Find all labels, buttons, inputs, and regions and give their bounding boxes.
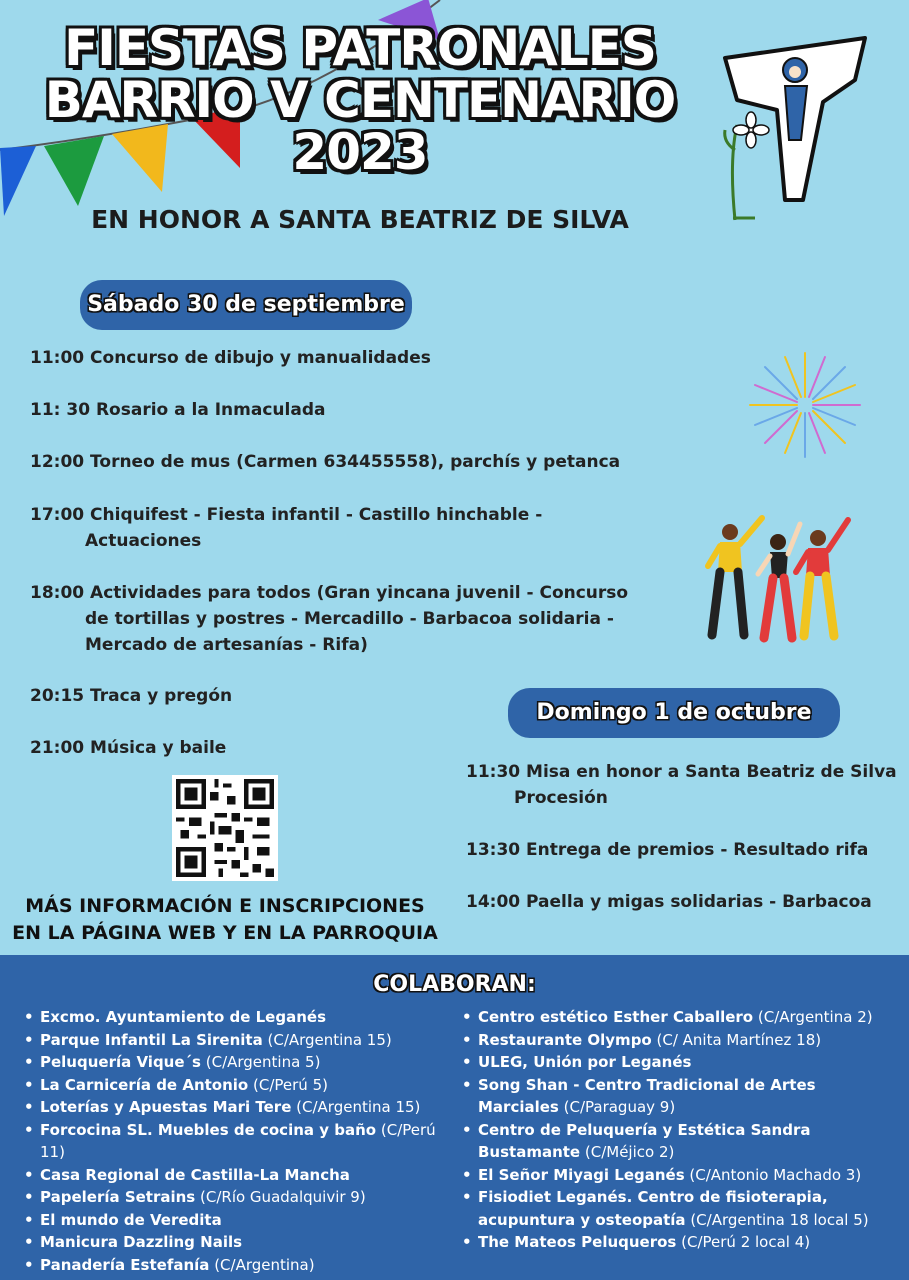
dancers-illustration [700, 510, 860, 645]
sat-event-4: 17:00 Chiquifest - Fiesta infantil - Castillo hinchable - Actuaciones [30, 505, 543, 551]
list-item: • Centro de Peluquería y Estética Sandra Bustamante (C/Méjico 2) [460, 1119, 900, 1164]
list-item: • Excmo. Ayuntamiento de Leganés [22, 1006, 452, 1029]
collaborators-title: COLABORAN: [373, 972, 536, 997]
sunday-label: Domingo 1 de octubre [508, 688, 840, 738]
saint-illustration [715, 30, 875, 230]
list-item: • Papelería Setrains (C/Río Guadalquivir 9) [22, 1186, 452, 1209]
list-item: • La Carnicería de Antonio (C/Perú 5) [22, 1074, 452, 1097]
list-item: • El mundo de Veredita [22, 1209, 452, 1232]
list-item: • Fisiodiet Leganés. Centro de fisioterapia, acupuntura y osteopatía (C/Argentina 18 local 5) [460, 1186, 900, 1231]
sat-event-5: 18:00 Actividades para todos (Gran yincana juvenil - Concurso de tortillas y postres - Mercadillo - Barbacoa solidaria - Mercado de artesanías - Rifa) [30, 583, 629, 655]
sat-event-3: 12:00 Torneo de mus (Carmen 634455558), parchís y petanca [30, 452, 621, 472]
list-item: • Restaurante Olympo (C/ Anita Martínez 18) [460, 1029, 900, 1052]
poster-title [40, 19, 680, 181]
list-item: • Loterías y Apuestas Mari Tere (C/Argentina 15) [22, 1096, 452, 1119]
qr-code[interactable] [172, 775, 278, 881]
list-item: • Centro estético Esther Caballero (C/Argentina 2) [460, 1006, 900, 1029]
list-item: • Casa Regional de Castilla-La Mancha [22, 1164, 452, 1187]
sun-event-2: 13:30 Entrega de premios - Resultado rifa [466, 840, 869, 860]
title-line-2: BARRIO V CENTENARIO [44, 71, 676, 129]
sat-event-2: 11: 30 Rosario a la Inmaculada [30, 400, 326, 420]
more-info-line-1: MÁS INFORMACIÓN E INSCRIPCIONES [25, 895, 425, 917]
sun-event-3: 14:00 Paella y migas solidarias - Barbacoa [466, 892, 872, 912]
list-item: • El Señor Miyagi Leganés (C/Antonio Machado 3) [460, 1164, 900, 1187]
collaborators-left-list [22, 1006, 452, 1276]
list-item: • The Mateos Peluqueros (C/Perú 2 local 4) [460, 1231, 900, 1254]
list-item: • ULEG, Unión por Leganés [460, 1051, 900, 1074]
list-item: • Forcocina SL. Muebles de cocina y baño (C/Perú 11) [22, 1119, 452, 1164]
saturday-label: Sábado 30 de septiembre [80, 280, 412, 330]
list-item: • Manicura Dazzling Nails [22, 1231, 452, 1254]
list-item: • Parque Infantil La Sirenita (C/Argentina 15) [22, 1029, 452, 1052]
more-info [0, 893, 450, 947]
fireworks-icon [740, 345, 870, 465]
list-item: • Peluquería Vique´s (C/Argentina 5) [22, 1051, 452, 1074]
sat-event-7: 21:00 Música y baile [30, 738, 227, 758]
list-item: • Song Shan - Centro Tradicional de Artes Marciales (C/Paraguay 9) [460, 1074, 900, 1119]
sun-event-1: 11:30 Misa en honor a Santa Beatriz de Silva Procesión [466, 762, 897, 808]
sat-event-6: 20:15 Traca y pregón [30, 686, 233, 706]
collaborators-right-list [460, 1006, 900, 1254]
subtitle: EN HONOR A SANTA BEATRIZ DE SILVA [91, 205, 629, 234]
title-line-3: 2023 [292, 123, 428, 181]
sat-event-1: 11:00 Concurso de dibujo y manualidades [30, 348, 431, 368]
list-item: • Panadería Estefanía (C/Argentina) [22, 1254, 452, 1277]
title-line-1: FIESTAS PATRONALES [64, 19, 656, 77]
more-info-line-2: EN LA PÁGINA WEB Y EN LA PARROQUIA [12, 922, 438, 944]
